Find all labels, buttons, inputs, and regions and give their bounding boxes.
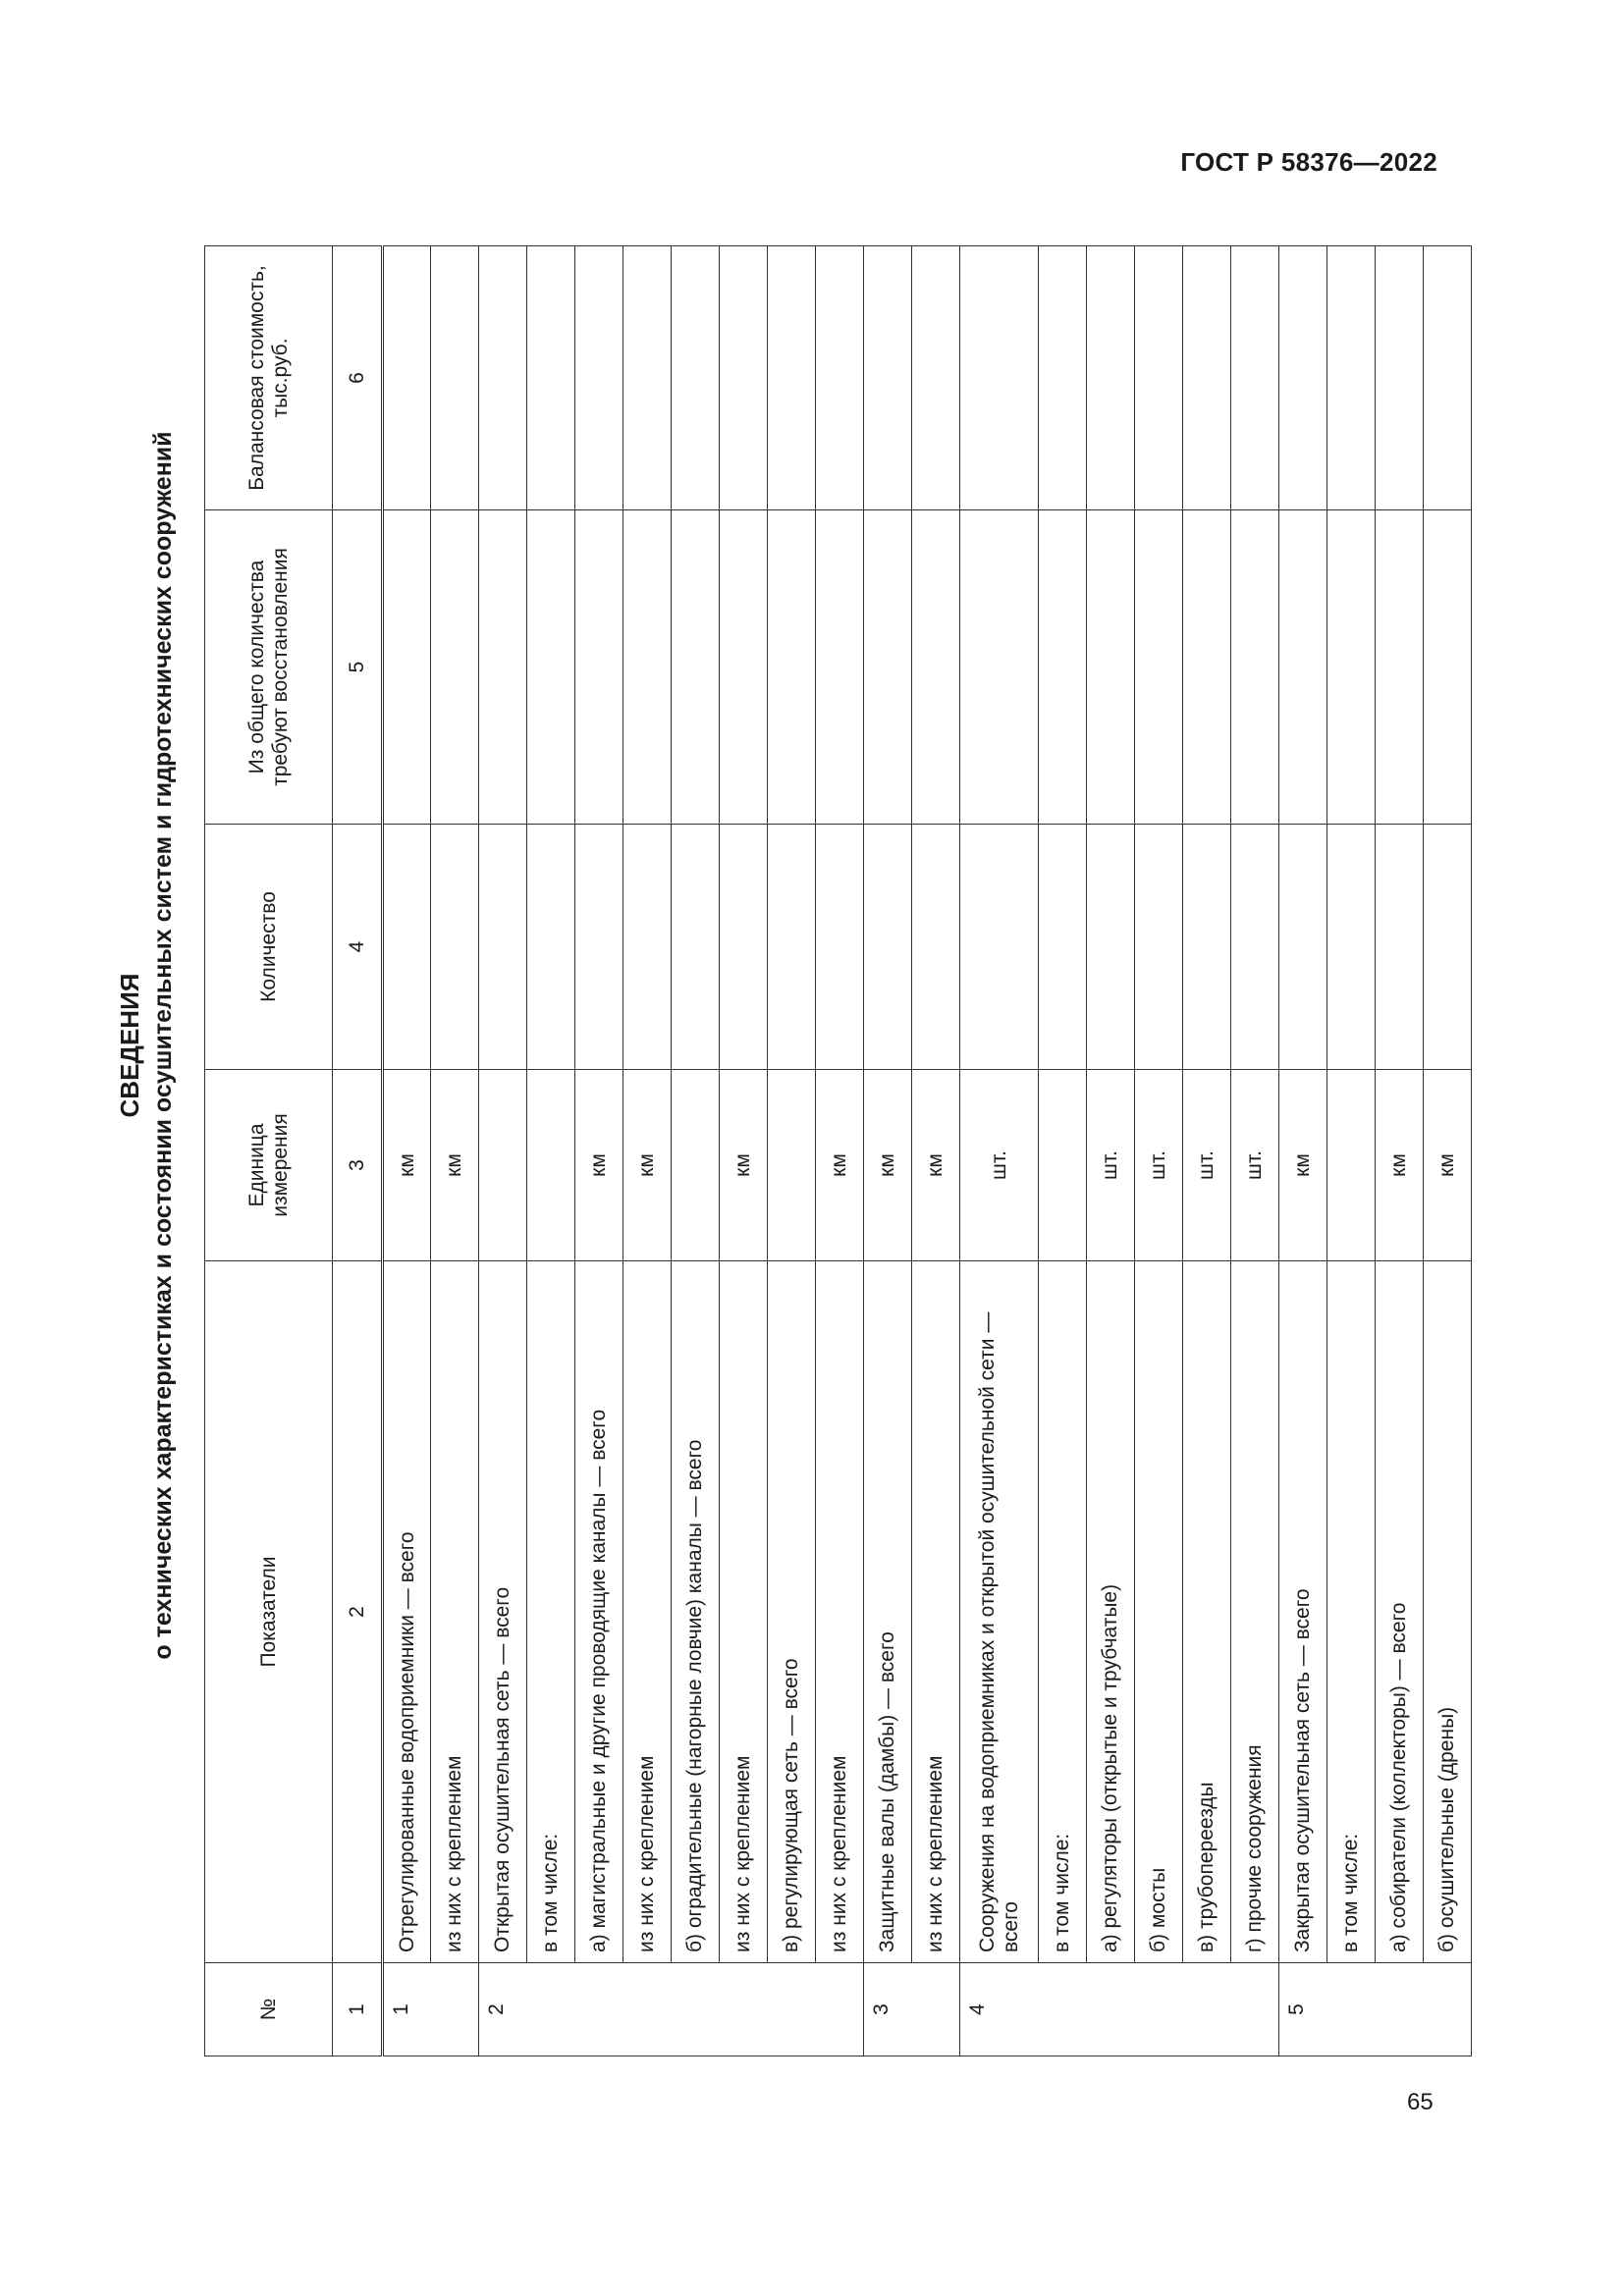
quantity-cell	[864, 825, 912, 1070]
quantity-cell	[431, 825, 479, 1070]
table-row	[960, 246, 1039, 2056]
table-row	[431, 246, 479, 2056]
row-number-cell	[575, 1963, 623, 2056]
table-row	[383, 246, 431, 2056]
cost-cell	[575, 246, 623, 510]
unit-cell	[672, 1070, 720, 1261]
table-row	[672, 246, 720, 2056]
cost-cell	[768, 246, 816, 510]
restore-cell	[768, 510, 816, 825]
row-number-cell	[912, 1963, 960, 2056]
indicator-name-cell: в том числе:	[1327, 1261, 1376, 1963]
col-header-name: Показатели	[205, 1261, 333, 1963]
cost-cell	[623, 246, 672, 510]
quantity-cell	[1231, 825, 1279, 1070]
unit-cell: шт.	[1231, 1070, 1279, 1261]
cost-cell	[1424, 246, 1472, 510]
col-number: 2	[333, 1261, 383, 1963]
unit-cell: км	[912, 1070, 960, 1261]
table-row	[575, 246, 623, 2056]
title-subheading: о технических характеристиках и состоянии осушительных систем и гидротехнических сооружений	[149, 431, 177, 1660]
row-number-cell: 3	[864, 1963, 912, 2056]
indicator-name-cell: б) мосты	[1135, 1261, 1183, 1963]
indicator-name-cell: а) собиратели (коллекторы) — всего	[1376, 1261, 1424, 1963]
row-number-cell	[816, 1963, 864, 2056]
unit-cell: км	[383, 1070, 431, 1261]
col-number: 4	[333, 825, 383, 1070]
restore-cell	[479, 510, 527, 825]
col-header-cost: Балансовая стоимость, тыс.руб.	[205, 246, 333, 510]
restore-cell	[1424, 510, 1472, 825]
unit-cell	[479, 1070, 527, 1261]
cost-cell	[1327, 246, 1376, 510]
quantity-cell	[383, 825, 431, 1070]
indicator-name-cell: из них с креплением	[623, 1261, 672, 1963]
rotated-page-content	[113, 0, 1458, 2101]
table-row	[479, 246, 527, 2056]
restore-cell	[720, 510, 768, 825]
quantity-cell	[1039, 825, 1087, 1070]
row-number-cell	[623, 1963, 672, 2056]
restore-cell	[527, 510, 575, 825]
cost-cell	[672, 246, 720, 510]
indicator-name-cell: а) магистральные и другие проводящие каналы — всего	[575, 1261, 623, 1963]
restore-cell	[623, 510, 672, 825]
cost-cell	[1279, 246, 1327, 510]
restore-cell	[1279, 510, 1327, 825]
row-number-cell	[1135, 1963, 1183, 2056]
indicator-name-cell: б) оградительные (нагорные ловчие) каналы — всего	[672, 1261, 720, 1963]
cost-cell	[1039, 246, 1087, 510]
unit-cell: км	[720, 1070, 768, 1261]
table-row	[768, 246, 816, 2056]
table-row	[1039, 246, 1087, 2056]
col-header-no: №	[205, 1963, 333, 2056]
table-row	[864, 246, 912, 2056]
indicator-name-cell: б) осушительные (дрены)	[1424, 1261, 1472, 1963]
unit-cell	[527, 1070, 575, 1261]
row-number-cell	[431, 1963, 479, 2056]
row-number-cell: 1	[383, 1963, 431, 2056]
indicator-name-cell: Сооружения на водоприемниках и открытой осушительной сети — всего	[960, 1261, 1039, 1963]
indicator-name-cell: в том числе:	[1039, 1261, 1087, 1963]
row-number-cell	[527, 1963, 575, 2056]
quantity-cell	[623, 825, 672, 1070]
data-table	[204, 245, 1472, 2056]
unit-cell: км	[623, 1070, 672, 1261]
col-number: 5	[333, 510, 383, 825]
quantity-cell	[960, 825, 1039, 1070]
indicator-name-cell: а) регуляторы (открытые и трубчатые)	[1087, 1261, 1135, 1963]
cost-cell	[720, 246, 768, 510]
quantity-cell	[1279, 825, 1327, 1070]
unit-cell	[1327, 1070, 1376, 1261]
restore-cell	[816, 510, 864, 825]
cost-cell	[816, 246, 864, 510]
quantity-cell	[479, 825, 527, 1070]
document-id: ГОСТ Р 58376—2022	[1180, 147, 1437, 177]
row-number-cell: 4	[960, 1963, 1039, 2056]
quantity-cell	[1183, 825, 1231, 1070]
row-number-cell: 2	[479, 1963, 527, 2056]
cost-cell	[431, 246, 479, 510]
cost-cell	[1376, 246, 1424, 510]
restore-cell	[431, 510, 479, 825]
indicator-name-cell: из них с креплением	[431, 1261, 479, 1963]
indicator-name-cell: г) прочие сооружения	[1231, 1261, 1279, 1963]
cost-cell	[1135, 246, 1183, 510]
indicator-name-cell: из них с креплением	[816, 1261, 864, 1963]
table-row	[1087, 246, 1135, 2056]
indicator-name-cell: в) регулирующая сеть — всего	[768, 1261, 816, 1963]
table-row	[1376, 246, 1424, 2056]
unit-cell: км	[864, 1070, 912, 1261]
quantity-cell	[816, 825, 864, 1070]
table-row	[527, 246, 575, 2056]
row-number-cell	[672, 1963, 720, 2056]
cost-cell	[864, 246, 912, 510]
cost-cell	[912, 246, 960, 510]
cost-cell	[527, 246, 575, 510]
table-row	[1424, 246, 1472, 2056]
unit-cell: км	[1376, 1070, 1424, 1261]
row-number-cell	[768, 1963, 816, 2056]
row-number-cell	[1231, 1963, 1279, 2056]
row-number-cell	[1376, 1963, 1424, 2056]
quantity-cell	[1376, 825, 1424, 1070]
table-row	[1135, 246, 1183, 2056]
restore-cell	[1376, 510, 1424, 825]
unit-cell: шт.	[1183, 1070, 1231, 1261]
unit-cell: км	[431, 1070, 479, 1261]
row-number-cell	[720, 1963, 768, 2056]
quantity-cell	[1087, 825, 1135, 1070]
cost-cell	[1183, 246, 1231, 510]
row-number-cell	[1327, 1963, 1376, 2056]
row-number-cell	[1087, 1963, 1135, 2056]
restore-cell	[1231, 510, 1279, 825]
unit-cell: км	[816, 1070, 864, 1261]
row-number-cell	[1039, 1963, 1087, 2056]
col-number: 6	[333, 246, 383, 510]
cost-cell	[1231, 246, 1279, 510]
unit-cell: км	[575, 1070, 623, 1261]
page-number: 65	[1407, 2089, 1434, 2115]
col-number: 1	[333, 1963, 383, 2056]
quantity-cell	[1135, 825, 1183, 1070]
quantity-cell	[1327, 825, 1376, 1070]
restore-cell	[1183, 510, 1231, 825]
row-number-cell	[1183, 1963, 1231, 2056]
column-number-row	[333, 246, 383, 2056]
col-number: 3	[333, 1070, 383, 1261]
quantity-cell	[1424, 825, 1472, 1070]
unit-cell	[1039, 1070, 1087, 1261]
restore-cell	[1327, 510, 1376, 825]
quantity-cell	[527, 825, 575, 1070]
title-block	[113, 0, 180, 2101]
unit-cell: км	[1424, 1070, 1472, 1261]
indicator-name-cell: в том числе:	[527, 1261, 575, 1963]
title-heading: СВЕДЕНИЯ	[115, 973, 144, 1118]
cost-cell	[479, 246, 527, 510]
header-row	[205, 246, 333, 2056]
table-row	[1183, 246, 1231, 2056]
restore-cell	[960, 510, 1039, 825]
indicator-name-cell: Отрегулированные водоприемники — всего	[383, 1261, 431, 1963]
indicator-name-cell: Закрытая осушительная сеть — всего	[1279, 1261, 1327, 1963]
restore-cell	[1135, 510, 1183, 825]
table-row	[1231, 246, 1279, 2056]
cost-cell	[383, 246, 431, 510]
indicator-name-cell: Открытая осушительная сеть — всего	[479, 1261, 527, 1963]
indicator-name-cell: из них с креплением	[912, 1261, 960, 1963]
unit-cell: км	[1279, 1070, 1327, 1261]
table-row	[1327, 246, 1376, 2056]
restore-cell	[864, 510, 912, 825]
indicator-name-cell: из них с креплением	[720, 1261, 768, 1963]
unit-cell: шт.	[1087, 1070, 1135, 1261]
quantity-cell	[720, 825, 768, 1070]
cost-cell	[1087, 246, 1135, 510]
restore-cell	[575, 510, 623, 825]
col-header-qty: Количество	[205, 825, 333, 1070]
restore-cell	[1039, 510, 1087, 825]
unit-cell	[768, 1070, 816, 1261]
cost-cell	[960, 246, 1039, 510]
restore-cell	[912, 510, 960, 825]
quantity-cell	[672, 825, 720, 1070]
table-row	[1279, 246, 1327, 2056]
table-row	[816, 246, 864, 2056]
quantity-cell	[768, 825, 816, 1070]
table-row	[912, 246, 960, 2056]
restore-cell	[672, 510, 720, 825]
unit-cell: шт.	[960, 1070, 1039, 1261]
row-number-cell	[1424, 1963, 1472, 2056]
col-header-unit: Единица измерения	[205, 1070, 333, 1261]
quantity-cell	[912, 825, 960, 1070]
quantity-cell	[575, 825, 623, 1070]
col-header-restore: Из общего количества требуют восстановления	[205, 510, 333, 825]
indicator-name-cell: Защитные валы (дамбы) — всего	[864, 1261, 912, 1963]
table-row	[720, 246, 768, 2056]
restore-cell	[1087, 510, 1135, 825]
unit-cell: шт.	[1135, 1070, 1183, 1261]
indicator-name-cell: в) трубопереезды	[1183, 1261, 1231, 1963]
row-number-cell: 5	[1279, 1963, 1327, 2056]
restore-cell	[383, 510, 431, 825]
table-row	[623, 246, 672, 2056]
